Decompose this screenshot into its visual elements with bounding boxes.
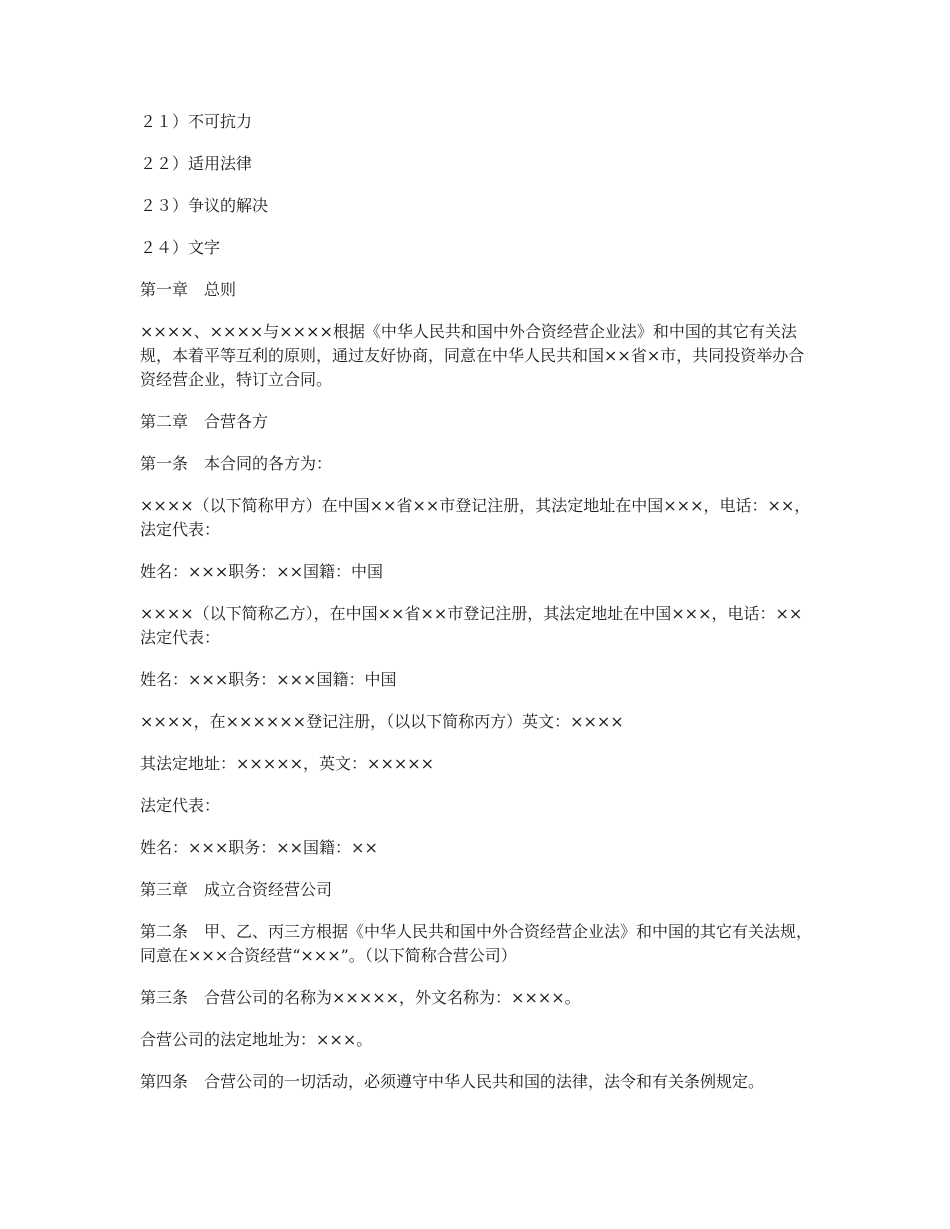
party-c-address: 其法定地址：×××××，英文：××××× — [140, 754, 435, 773]
party-c-representative: 姓名：×××职务：××国籍：×× — [140, 838, 378, 857]
article-4: 第四条 合营公司的一切活动，必须遵守中华人民共和国的法律，法令和有关条例规定。 — [140, 1072, 765, 1091]
chapter-heading-2: 第二章 合营各方 — [140, 412, 269, 431]
list-item-language: ２４）文字 — [140, 238, 221, 257]
chapter-heading-3: 第三章 成立合资经营公司 — [140, 880, 333, 899]
chapter-heading-1: 第一章 总则 — [140, 280, 237, 299]
list-item-dispute-resolution: ２３）争议的解决 — [140, 196, 269, 215]
party-c-legal-rep-label: 法定代表： — [140, 796, 221, 815]
article-3: 第三条 合营公司的名称为×××××，外文名称为：××××。 — [140, 988, 581, 1007]
document-body — [140, 110, 815, 1112]
party-a-representative: 姓名：×××职务：××国籍：中国 — [140, 562, 384, 581]
list-item-applicable-law: ２２）适用法律 — [140, 154, 253, 173]
list-item-force-majeure: ２１）不可抗力 — [140, 112, 253, 131]
company-legal-address: 合营公司的法定地址为：×××。 — [140, 1030, 373, 1049]
party-c-paragraph: ××××，在××××××登记注册，（以以下简称丙方）英文：×××× — [140, 712, 624, 731]
article-2: 第二条 甲、乙、丙三方根据《中华人民共和国中外合资经营企业法》和中国的其它有关法规，同意在×××合资经营“×××”。（以下简称合营公司） — [140, 922, 813, 965]
article-1: 第一条 本合同的各方为： — [140, 454, 333, 473]
preamble-paragraph: ××××、××××与××××根据《中华人民共和国中外合资经营企业法》和中国的其它有关法规，本着平等互利的原则，通过友好协商，同意在中华人民共和国××省×市，共同投资举办合资经营企业，特订立合同。 — [140, 322, 805, 389]
party-a-paragraph: ××××（以下简称甲方）在中国××省××市登记注册，其法定地址在中国×××，电话：××，法定代表： — [140, 496, 811, 539]
party-b-paragraph: ××××（以下简称乙方），在中国××省××市登记注册，其法定地址在中国×××，电话：××法定代表： — [140, 604, 803, 647]
party-b-representative: 姓名：×××职务：×××国籍：中国 — [140, 670, 397, 689]
